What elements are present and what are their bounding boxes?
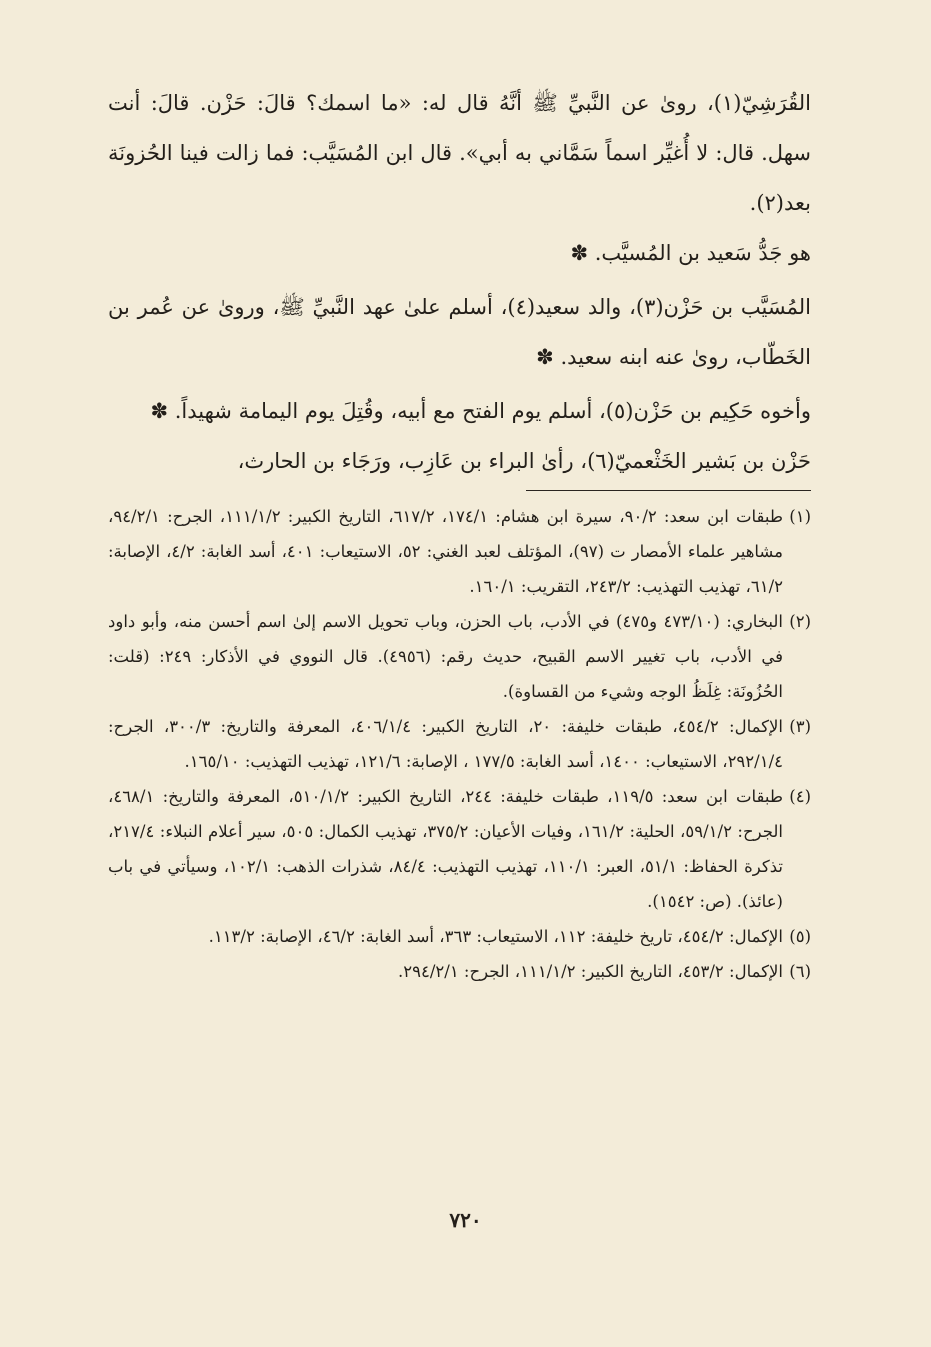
- footnote-text: طبقات ابن سعد: ٩٠/٢، سيرة ابن هشام: ١٧٤/١، ٦١٧/٢، التاريخ الكبير: ١١١/١/٢، الجرح: ٩٤/٢/١، مشاهير علماء الأمصار ت (٩٧)، المؤتلف لعبد الغني: ٥٢، الاستيعاب: ٤٠١، أسد الغابة: ٤/٢، الإصابة: ٦١/٢، تهذيب التهذيب: ٢٤٣/٢، التقريب: ١٦٠/١.: [108, 507, 784, 596]
- footnote-text: البخاري: (٤٧٣/١٠ و٤٧٥) في الأدب، باب الحزن، وباب تحويل الاسم إلىٰ اسم أحسن منه، وأبو داود في الأدب، باب تغيير الاسم القبيح، حديث رقم: (٤٩٥٦). قال النووي في الأذكار: ٢٤٩: (قلت: الحُزُونَة: غِلَظُ الوجه وشيء من القساوة).: [108, 612, 783, 701]
- footnote-number: (٣): [789, 717, 811, 736]
- footnote-4: [108, 779, 811, 919]
- footnote-text: الإكمال: ٤٥٤/٢، تاريخ خليفة: ١١٢، الاستيعاب: ٣٦٣، أسد الغابة: ٤٦/٢، الإصابة: ١١٣/٢.: [208, 927, 783, 946]
- paragraph-qurashi: القُرَشِيّ(١)، روىٰ عن النَّبيِّ ﷺ أنَّهُ قال له: «ما اسمك؟ قالَ: حَزْن. قالَ: أنت سهل. قال: لا أُغيِّر اسماً سَمَّاني به أبي». قال ابن المُسَيَّب: فما زالت فينا الحُزونَة بعد(٢).: [108, 91, 811, 215]
- footnote-number: (٦): [789, 962, 811, 981]
- footnote-6: [108, 954, 811, 989]
- footnote-text: طبقات ابن سعد: ١١٩/٥، طبقات خليفة: ٢٤٤، التاريخ الكبير: ٥١٠/١/٢، المعرفة والتاريخ: ٤٦٨/١، الجرح: ٥٩/١/٢، الحلية: ١٦١/٢، وفيات الأعيان: ٣٧٥/٢، تهذيب الكمال: ٥٠٥، سير أعلام النبلاء: ٢١٧/٤، تذكرة الحفاظ: ٥١/١، العبر: ١١٠/١، تهذيب التهذيب: ٨٤/٤، شذرات الذهب: ١٠٢/١، وسيأتي في باب (عائذ). (ص: ١٥٤٢).: [108, 787, 783, 911]
- footnotes: [108, 499, 811, 989]
- main-text: [108, 78, 811, 486]
- footnote-1: [108, 499, 811, 604]
- footnote-text: الإكمال: ٤٥٤/٢، طبقات خليفة: ٢٠، التاريخ الكبير: ٤٠٦/١/٤، المعرفة والتاريخ: ٣٠٠/٣، الجرح: ٢٩٢/١/٤، الاستيعاب: ١٤٠٠، أسد الغابة: ١٧٧/٥ ، الإصابة: ١٢١/٦، تهذيب التهذيب: ١٦٥/١٠.: [108, 717, 783, 771]
- page-number: ٧٢٠: [449, 1208, 482, 1232]
- footnote-number: (٥): [789, 927, 811, 946]
- footnote-5: [108, 919, 811, 954]
- footnote-2: [108, 604, 811, 709]
- entry-musayyab: المُسَيَّب بن حَزْن(٣)، والد سعيد(٤)، أسلم علىٰ عهد النَّبيِّ ﷺ، وروىٰ عن عُمر بن الخَطّاب، روىٰ عنه ابنه سعيد. ✽: [108, 295, 811, 369]
- entry-hazn-bashir: حَزْن بن بَشير الخَثْعميّ(٦)، رأىٰ البراء بن عَازِب، ورَجَاء بن الحارث،: [237, 449, 811, 473]
- paragraph-grandfather: هو جَدُّ سَعيد بن المُسيَّب. ✽: [570, 241, 811, 265]
- footnote-number: (٤): [789, 787, 811, 806]
- entry-hakim: وأخوه حَكِيم بن حَزْن(٥)، أسلم يوم الفتح مع أبيه، وقُتِلَ يوم اليمامة شهيداً. ✽: [150, 399, 811, 423]
- footnote-number: (٢): [789, 612, 811, 631]
- footnote-number: (١): [789, 507, 811, 526]
- footnote-3: [108, 709, 811, 779]
- footnote-separator: [526, 490, 811, 491]
- footnote-text: الإكمال: ٤٥٣/٢، التاريخ الكبير: ١١١/١/٢، الجرح: ٢٩٤/٢/١.: [398, 962, 783, 981]
